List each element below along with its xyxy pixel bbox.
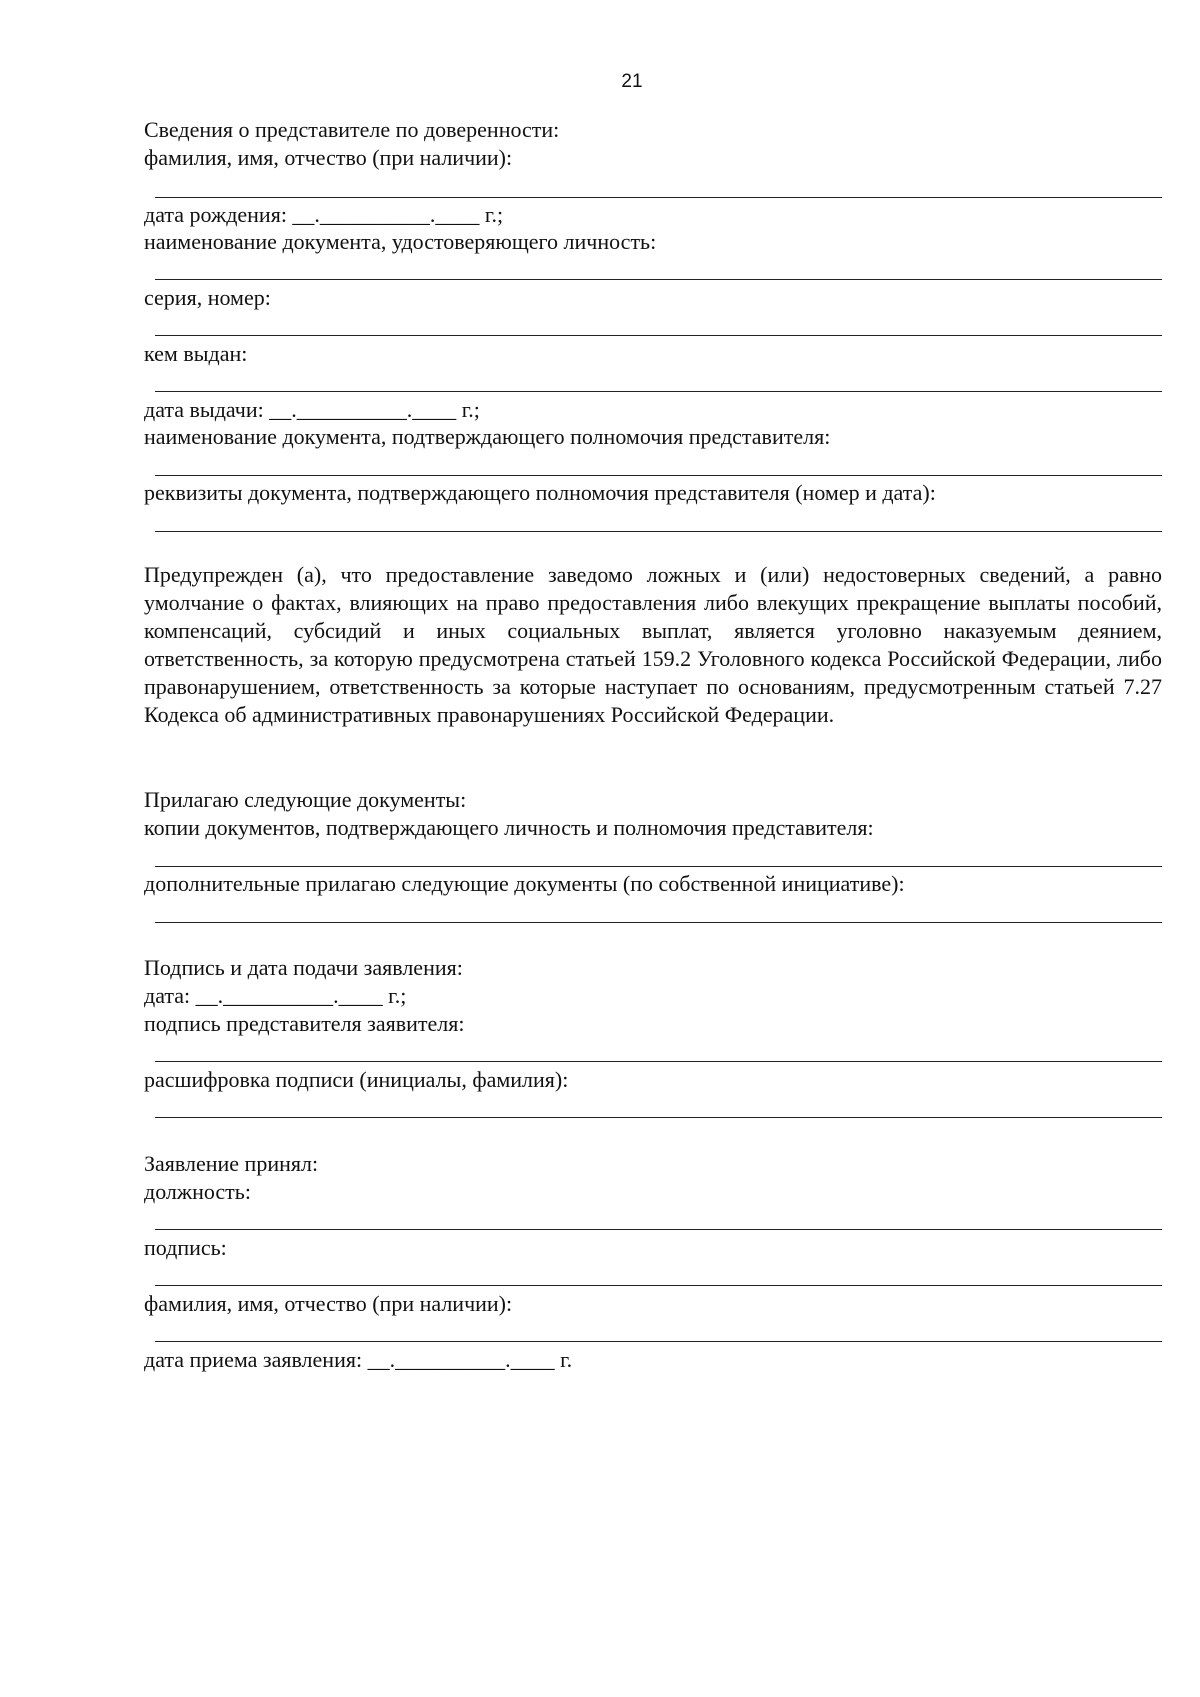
issued-by-label: кем выдан: [144, 341, 248, 366]
signature-decoding-line[interactable] [155, 1117, 1162, 1118]
signature-decoding-label: расшифровка подписи (инициалы, фамилия): [144, 1067, 569, 1092]
series-number-line[interactable] [155, 335, 1162, 336]
additional-documents-line[interactable] [155, 922, 1162, 923]
accepted-signature-line[interactable] [155, 1285, 1162, 1286]
authority-document-name-line[interactable] [155, 475, 1162, 476]
authority-document-details-line[interactable] [155, 531, 1162, 532]
attachments-copies-line[interactable] [155, 866, 1162, 867]
position-label: должность: [144, 1179, 251, 1204]
accepted-signature-label: подпись: [144, 1235, 227, 1260]
series-number-label: серия, номер: [144, 285, 271, 310]
id-document-name-line[interactable] [155, 279, 1162, 280]
acceptance-date-field[interactable]: дата приема заявления: __.__________.____ г. [144, 1347, 573, 1372]
submission-date-field[interactable]: дата: __.__________.____ г.; [144, 983, 407, 1008]
issued-by-line[interactable] [155, 391, 1162, 392]
accepted-full-name-label: фамилия, имя, отчество (при наличии): [144, 1291, 513, 1316]
attachments-copies-label: копии документов, подтверждающего личность и полномочия представителя: [144, 815, 874, 840]
accepted-by-heading: Заявление принял: [144, 1151, 319, 1176]
signature-heading: Подпись и дата подачи заявления: [144, 955, 463, 980]
birth-date-field[interactable]: дата рождения: __.__________.____ г.; [144, 202, 504, 227]
liability-warning-paragraph: Предупрежден (а), что предоставление заведомо ложных и (или) недостоверных сведений, а равно умолчание о фактах, влияющих на право предоставления либо влекущих прекращение выплаты пособий, компенсаций, субсидий и иных социальных выплат, является уголовно наказуемым деянием, ответственность, за которую предусмотрена статьей 159.2 Уголовного кодекса Российской Федерации, либо правонарушением, ответственность за которые наступает по основаниям, предусмотренным статьей 7.27 Кодекса об административных правонарушениях Российской Федерации. [144, 562, 1162, 727]
representative-full-name-label: фамилия, имя, отчество (при наличии): [144, 145, 513, 170]
representative-signature-line[interactable] [155, 1061, 1162, 1062]
authority-document-details-label: реквизиты документа, подтверждающего полномочия представителя (номер и дата): [144, 480, 936, 505]
authority-document-name-label: наименование документа, подтверждающего полномочия представителя: [144, 424, 831, 449]
full-name-line[interactable] [155, 197, 1162, 198]
additional-documents-label: дополнительные прилагаю следующие документы (по собственной инициативе): [144, 871, 905, 896]
page-number: 21 [621, 71, 643, 92]
position-line[interactable] [155, 1229, 1162, 1230]
accepted-full-name-line[interactable] [155, 1341, 1162, 1342]
representative-heading: Сведения о представителе по доверенности: [144, 117, 560, 142]
id-document-name-label: наименование документа, удостоверяющего личность: [144, 229, 657, 254]
issue-date-field[interactable]: дата выдачи: __.__________.____ г.; [144, 397, 480, 422]
representative-signature-label: подпись представителя заявителя: [144, 1011, 465, 1036]
attachments-heading: Прилагаю следующие документы: [144, 787, 467, 812]
